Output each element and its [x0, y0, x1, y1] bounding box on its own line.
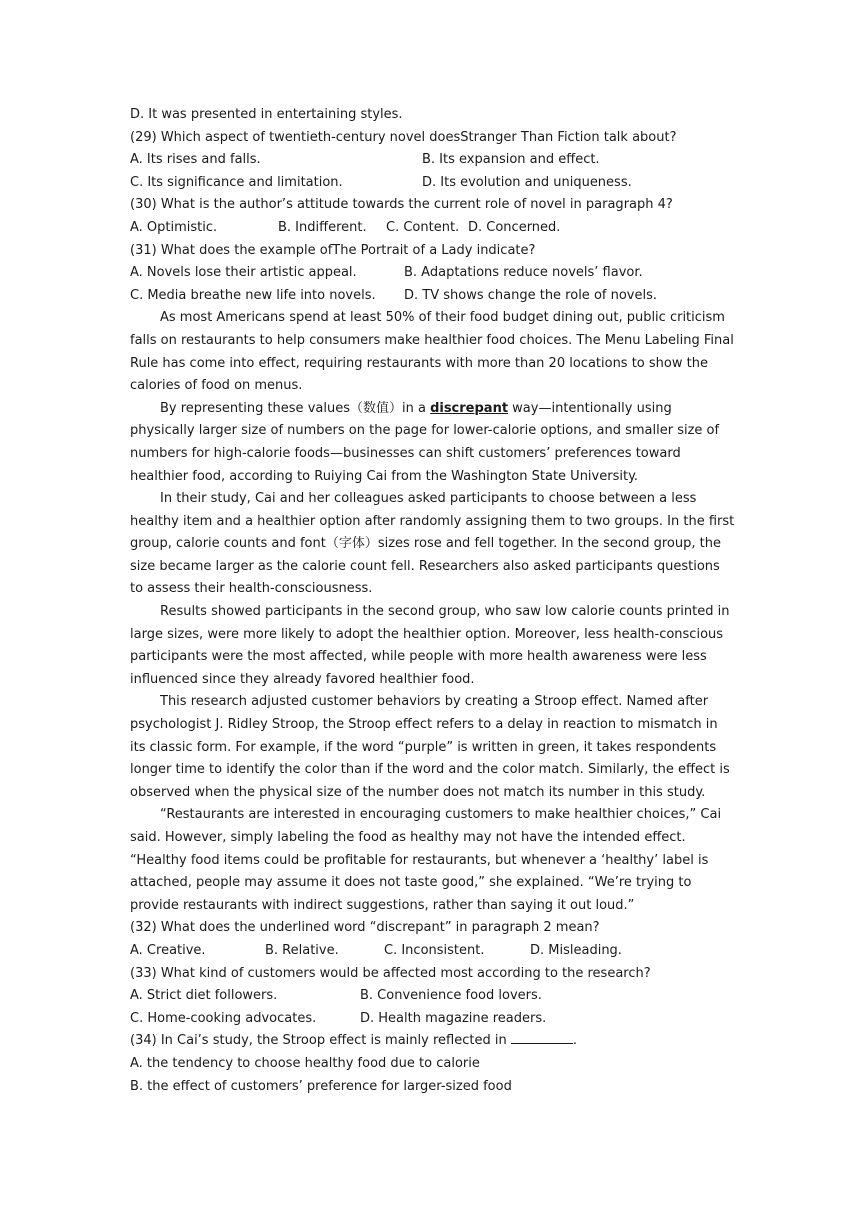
passage	[130, 307, 735, 917]
underlined-word-discrepant: discrepant	[430, 400, 509, 416]
q31-option-c: C. Media breathe new life into novels.	[130, 287, 376, 303]
q28-option-d: D. It was presented in entertaining styles.	[130, 107, 403, 122]
paragraph-2-text-after: way—intentionally using physically larger size of numbers on the page for lower-calorie options, and smaller size of numbers for high-calorie foods—businesses can shift customers’ preferences toward healthier food, according to Ruiying Cai from the Washington State University.	[130, 400, 720, 484]
q30-option-a: A. Optimistic.	[130, 219, 218, 235]
q32-option-b: B. Relative.	[265, 942, 339, 958]
q29-option-c: C. Its significance and limitation.	[130, 174, 343, 190]
q31-option-b: B. Adaptations reduce novels’ flavor.	[404, 265, 643, 281]
q30-options-row	[130, 217, 735, 240]
q32-options-row	[130, 940, 735, 963]
q30-option-c: C. Content.	[386, 219, 460, 235]
q34-question-end: .	[572, 1033, 577, 1049]
q34-option-b: B. the effect of customers’ preference for larger-sized food	[130, 1078, 512, 1094]
q31-option-d: D. TV shows change the role of novels.	[404, 287, 658, 303]
q31-options-row-2	[130, 285, 735, 308]
q34-option-a: A. the tendency to choose healthy food due to calorie	[130, 1055, 480, 1071]
q30-option-b: B. Indifferent.	[278, 219, 367, 235]
q31-options-row-1	[130, 262, 735, 285]
q29-option-b: B. Its expansion and effect.	[422, 152, 600, 168]
q31-question: (31) What does the example ofThe Portrait of a Lady indicate?	[130, 242, 536, 258]
q33-option-d: D. Health magazine readers.	[360, 1010, 547, 1026]
q29-option-a: A. Its rises and falls.	[130, 152, 261, 168]
paragraph-2-text-before: By representing these values（数值）in a	[160, 400, 431, 416]
passage-paragraph-3: In their study, Cai and her colleagues asked participants to choose between a less healthy item and a healthier option after randomly assigning them to two groups. In the first group, calorie counts and font（字体）sizes rose and fell together. In the second group, the size became larger as the calorie count fell. Researchers also asked participants questions to assess their health-consciousness.	[130, 491, 735, 597]
q29-option-d: D. Its evolution and uniqueness.	[422, 174, 632, 190]
q32-option-c: C. Inconsistent.	[384, 942, 485, 958]
passage-paragraph-5: This research adjusted customer behaviors by creating a Stroop effect. Named after psychologist J. Ridley Stroop, the Stroop effect refers to a delay in reaction to mismatch in its classic form. For example, if the word “purple” is written in green, it takes respondents longer time to identify the color than if the word and the color match. Similarly, the effect is observed when the physical size of the number does not match its number in this study.	[130, 694, 730, 800]
passage-paragraph-6: “Restaurants are interested in encouraging customers to make healthier choices,” Cai said. However, simply labeling the food as healthy may not have the intended effect. “Healthy food items could be profitable for restaurants, but whenever a ‘healthy’ label is attached, people may assume it does not taste good,” she explained. “We’re trying to provide restaurants with indirect suggestions, rather than saying it out loud.”	[130, 807, 722, 913]
q29-question: (29) Which aspect of twentieth-century novel doesStranger Than Fiction talk about?	[130, 129, 677, 145]
q33-question: (33) What kind of customers would be affected most according to the research?	[130, 965, 651, 981]
q34-question	[130, 1030, 735, 1053]
document-page	[130, 104, 735, 1098]
q33-options-row-2	[130, 1008, 735, 1031]
q31-option-a: A. Novels lose their artistic appeal.	[130, 265, 357, 281]
answer-blank	[511, 1031, 573, 1044]
q32-question: (32) What does the underlined word “discrepant” in paragraph 2 mean?	[130, 920, 600, 936]
q29-options-row-2	[130, 172, 735, 195]
q33-option-c: C. Home-cooking advocates.	[130, 1010, 317, 1026]
q30-question: (30) What is the author’s attitude towards the current role of novel in paragraph 4?	[130, 197, 673, 213]
q32-option-a: A. Creative.	[130, 942, 206, 958]
q30-option-d: D. Concerned.	[468, 219, 561, 235]
passage-paragraph-4: Results showed participants in the second group, who saw low calorie counts printed in large sizes, were more likely to adopt the healthier option. Moreover, less health-conscious participants were the most affected, while people with more health awareness were less influenced since they already favored healthier food.	[130, 604, 730, 687]
q34-question-text: (34) In Cai’s study, the Stroop effect is mainly reflected in	[130, 1033, 511, 1049]
q32-option-d: D. Misleading.	[530, 942, 622, 958]
q29-options-row-1	[130, 149, 735, 172]
passage-paragraph-2	[130, 398, 735, 488]
passage-paragraph-1: As most Americans spend at least 50% of their food budget dining out, public criticism falls on restaurants to help consumers make healthier food choices. The Menu Labeling Final Rule has come into effect, requiring restaurants with more than 20 locations to show the calories of food on menus.	[130, 310, 734, 394]
q33-options-row-1	[130, 985, 735, 1008]
q33-option-b: B. Convenience food lovers.	[360, 988, 542, 1004]
q33-option-a: A. Strict diet followers.	[130, 988, 278, 1004]
